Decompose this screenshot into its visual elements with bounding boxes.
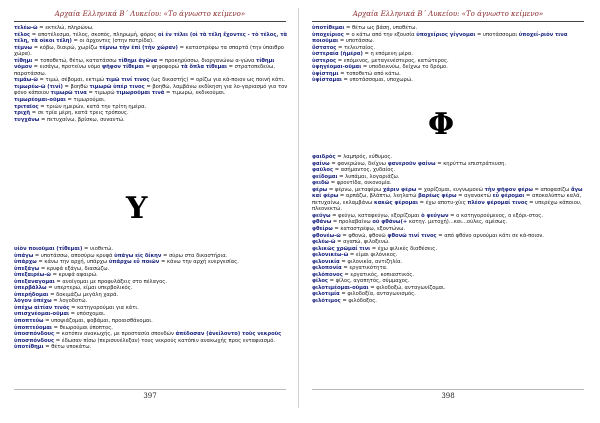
entry-definition: = τοποθετώ, θέτω, κατατάσσω (32, 57, 119, 64)
entry-definition: = κηρύττω επιστράτευση. (435, 160, 507, 167)
entry-headword: ὑπερβάλλω (14, 285, 47, 292)
entry-definition: = λυπάμαι, λογαριάζω. (337, 173, 400, 180)
entry-definition: = σε τρία μέρη, κατά τρεις τρόπους. (30, 110, 129, 117)
entry-headword: φειδώ (312, 180, 330, 187)
section-letter-phi: Φ (428, 107, 455, 142)
entry-headword: τέμνω (14, 44, 33, 51)
entry-headword: τέλος (14, 31, 31, 38)
entry-definition: = από φθόνο αρνούμαι κάτι σε κά-ποιον. (436, 232, 544, 239)
entry-definition: = προλαβαίνω (331, 219, 373, 226)
entry-definition: = φεύγω, καταφεύγω, εξορίζομαι (330, 212, 422, 219)
footer-rule-left (14, 389, 286, 390)
entry-headword: φιλότιμος (312, 298, 341, 305)
dictionary-entry (312, 298, 586, 305)
entry-definition: = κόβω, διαιρώ, χωρίζω (32, 44, 100, 51)
page-number-right: 398 (441, 392, 455, 400)
entry-headword: φθάνω (312, 219, 332, 226)
entry-definition: = η επόμενη μέρα. (362, 51, 413, 58)
entry-definition: = αποφασίζω (532, 186, 571, 193)
entry-headword: φαίνω (312, 160, 330, 167)
entry-definition: = κρυφά εξάγω, διασώζω. (39, 265, 110, 272)
entry-definition: = φανερώνω, δείχνω (329, 160, 388, 167)
entry-definition: = βοηθώ, λαμβάνω εκδίκηση για λο-γαριασμό για τον φόνο κάποιου (14, 83, 288, 97)
entry-definition: = θεωρούμαι ύποπτος. (51, 324, 113, 331)
entry-headword: ὑποτίθεμαι (312, 25, 345, 31)
entry-headword: φθονέω-ῶ (312, 232, 341, 239)
entry-headword: φιλονικία (312, 258, 340, 265)
entries-block-left-bottom (14, 246, 288, 351)
entry-definition: = οι άρχοντες (στην πατρίδα). (71, 38, 154, 45)
entry-headword: τιμωρῶ τινα (50, 90, 87, 97)
entry-headword: εὖ φέρομαι (492, 193, 525, 200)
entry-headword: τριταῖος (14, 103, 39, 110)
entry-headword: φθονῶ τινί τινος (387, 232, 437, 239)
entry-definition: = ο κατηγορούμενος, ο εξόρι-στος. (448, 212, 543, 219)
entry-definition: = κάνω την αρχή, υπάρχω (36, 259, 109, 266)
entry-headword: τὰ ὅπλα τίθεμαι (180, 64, 227, 71)
left-page (6, 6, 294, 416)
entry-definition: = χαρίζομαι, ευγνωμονώ (416, 186, 485, 193)
entry-definition: = φιλόδοξος. (340, 298, 377, 305)
entry-headword: ὑποσπόνδους (14, 331, 55, 338)
entry-definition: = υπερτερώ, είμαι υπερβολικός. (46, 285, 133, 292)
entry-definition: = κάνω την αρχή ευεργεσίας. (159, 259, 239, 266)
entry-headword: φεύγω (312, 212, 331, 219)
entry-headword: οἱ ἐν τέλει (οἱ τὰ τέλη ἔχοντες - τὸ τέλος, τὰ τέλη, τὰ οἰκοι τέλη) (14, 31, 288, 45)
right-page (304, 6, 592, 416)
entry-headword: τιμῶ τινί τινος (105, 77, 150, 84)
entry-headword: φιλοπονία (312, 265, 342, 272)
entry-headword: ὑφίσταμαι (312, 77, 342, 84)
header-rule-right (312, 21, 584, 22)
entry-definition: = τιμωρούμαι. (65, 97, 106, 104)
entry-headword: ὑφίστημι (312, 70, 339, 77)
entry-headword: ἄγω καὶ φέρω (312, 186, 583, 200)
entry-definition: = λογοδοτώ. (51, 298, 88, 305)
entry-headword: ὑστεραία (ἡμέρα) (312, 51, 363, 58)
entry-headword: τελέω-ῶ (14, 25, 38, 31)
dictionary-entry (312, 32, 586, 45)
entry-headword: φαῦλος (312, 167, 334, 174)
entry-definition: = τοποθετώ από κάτω. (338, 70, 401, 77)
entry-headword: πλέον φέρομαί τινος (467, 199, 528, 206)
entry-definition: = καταστρέφω τα σπαρτά (την ύπαιθρο χώρα). (14, 44, 284, 58)
entry-definition: = στρατοπεδεύω, παρατάσσω. (14, 64, 275, 77)
entry-headword: τυγχάνω (14, 116, 40, 123)
entry-definition: = έδωσαν πίσω (περισυνέλεξαν) τους νεκρούς κατόπιν ανακωχής προς ενταφιασμό. (54, 337, 276, 344)
entry-headword: τιμωρέομαι-οῦμαι (14, 97, 66, 104)
entry-headword: φίλος (312, 278, 329, 285)
entry-headword: ὑποχείριος γίγνομαι (416, 31, 476, 38)
entry-definition: = υποψιάζομαι, φοβάμαι, προαισθάνομαι. (43, 318, 153, 325)
entry-definition: = λαμπρός, εύθυμος. (335, 154, 393, 160)
entry-headword: ὑστερος (312, 57, 337, 64)
entry-definition: = φροντίδα, οικονομία. (329, 180, 392, 187)
entries-block-right-top (312, 25, 586, 84)
entry-definition: = ψηφοφορώ (143, 64, 181, 71)
entry-definition: = τελευταίος. (336, 44, 375, 51)
dictionary-entry (14, 84, 288, 97)
entry-headword: φιλόπονος (312, 271, 343, 278)
dictionary-entry (14, 58, 288, 78)
footer-rule-right (312, 389, 584, 390)
entry-definition: = είμαι φιλόνικος. (348, 252, 398, 259)
entry-definition: = εκτελώ, πληρώνω. (37, 25, 94, 31)
entry-definition: = αγανακτώ (456, 193, 493, 200)
entry-headword: ὑπεξαναγομαι (14, 278, 55, 285)
entry-definition: = φιλοδοξία, ανταγωνισμός. (339, 291, 416, 298)
entry-definition: = εισάγω, προτείνω νόμο (32, 64, 102, 71)
entry-definition: = υποτάσσομαι (475, 31, 519, 38)
entry-headword: ὁ φεύγων (421, 212, 449, 219)
entry-headword: ὑπάγω (14, 252, 34, 259)
entry-definition: = αποτέλεσμα, τέλος, σκοπός, πληρωμή, φόρος (30, 31, 159, 38)
entry-headword: ὑποτίθημι (14, 344, 44, 351)
entries-block-left-top (14, 25, 288, 123)
dictionary-entry (312, 77, 586, 84)
entry-headword: φιλοτιμέομαι-οῦμαι (312, 284, 369, 291)
entry-definition: = ασήμαντος, χυδαίος. (333, 167, 396, 174)
entry-headword: τιμάω-ῶ (14, 77, 38, 84)
entry-definition: = επόμενος, μεταγενέστερος, κατώτερος. (336, 57, 449, 64)
entry-definition: = θέτω ως βάση, υποθέτω. (344, 25, 418, 31)
entry-headword: τίθημι ἀγῶνα (118, 57, 158, 64)
entry-headword: τιμωρῶ ὑπέρ τινος (89, 83, 145, 90)
entry-definition: = βοηθώ (62, 83, 90, 90)
entry-headword: τριχῆ (14, 110, 31, 117)
entry-definition: = ο κάτω από την εξουσία (343, 31, 417, 38)
entry-definition: = τιμωρώ (86, 90, 117, 97)
entry-definition: = εργατικότητα. (341, 265, 388, 272)
entry-headword: ὑφηγέομαι-οῦμαι (312, 64, 362, 71)
entry-headword: ὑπάρχω εὖ ποιῶν (108, 259, 160, 266)
entry-definition: = υπερέχω κάποιου, πλεονεκτώ. (312, 199, 582, 213)
section-letter-upsilon: Υ (126, 191, 148, 226)
entry-definition: = αγαπώ, φιλοξενώ. (335, 239, 390, 246)
entry-headword: φθείρω (312, 226, 333, 233)
entries-block-right-bottom (312, 154, 586, 305)
entry-headword: φιλονικέω-ῶ (312, 252, 349, 259)
entry-headword: τίθημι (14, 57, 33, 64)
entry-definition: = φιλονικία, αντιζηλία. (339, 258, 403, 265)
entry-definition: = φθονώ, φθονῶ (340, 232, 388, 239)
entry-headword: τιμωρέω-ῶ (τινί) (14, 83, 63, 90)
entry-definition: (ως δικαστής) = ορίζω για κά-ποιον ως ποινή κάτι. (149, 77, 285, 84)
entry-headword: κακῶς φέρομαι (374, 199, 418, 206)
entry-definition: = υπόσχομαι. (69, 311, 106, 318)
entry-definition: = κρυφά αφαιρώ. (50, 272, 98, 279)
entry-headword: υπισχνέομαι-οῦμαι (14, 311, 70, 318)
entry-headword: χάριν φέρω (383, 186, 417, 193)
entry-headword: φιλικῶς χρῶμαί τινι (312, 245, 371, 252)
entry-headword: φιλοτιμία (312, 291, 340, 298)
entry-definition: = πετυχαίνω, βρίσκω, συναντώ. (39, 116, 125, 123)
entry-definition: = έχω αποτυ-χίες (418, 199, 468, 206)
entry-definition: = κατηγορούμαι για κάτι. (69, 304, 139, 311)
entry-headword: οὐ φθάνω(+ (372, 219, 408, 226)
entry-headword: φανεροῦν φαίνω (387, 160, 436, 167)
entry-headword: φιλέω-ῶ (312, 239, 336, 246)
entry-headword: ψῆφον τίθεμαι (102, 64, 144, 71)
running-head-right: Αρχαία Ελληνικά Β΄ Λυκείου: «Το άγνωστο κείμενο» (352, 10, 544, 18)
entry-headword: ὑπερήδομαι (14, 291, 49, 298)
entry-headword: ὑπεξαιρέω-ῶ (14, 272, 51, 279)
entry-definition: = υιοθετώ. (82, 246, 113, 252)
running-head-left: Αρχαία Ελληνικά Β΄ Λυκείου: «Το άγνωστο κείμενο» (54, 10, 246, 18)
dictionary-entry (14, 331, 288, 344)
entry-headword: τέμνω τὴν ἐπὶ (τὴν χώραν) (99, 44, 178, 51)
entry-definition: = ανοίγομαι με προφυλάξεις στο πέλαγος. (54, 278, 167, 285)
entry-definition: = τιμώ, σέβομαι, εκτιμώ (37, 77, 106, 84)
entry-headword: λόγον ὑπέχω (14, 298, 52, 305)
entry-definition: = σύρω στα δικαστήρια. (161, 252, 228, 259)
entry-definition: = θέτω υποκάτω. (43, 344, 92, 351)
entry-definition: = φέρνω, μεταφέρω (327, 186, 384, 193)
entry-headword: ὑποπτεύομαι (14, 324, 52, 331)
entry-definition: = αρπάζω, βλάπτω, λεηλατώ (338, 193, 419, 200)
entry-definition: = έχω φιλικές διαθέσεις. (370, 245, 437, 252)
entry-headword: ὑποχεί-ριόν τινα ποιοῦμαι (312, 31, 568, 45)
entry-headword: ὑπεξάγω (14, 265, 40, 272)
entry-definition: = φιλοδοξώ, ανταγωνίζομαι. (368, 284, 446, 291)
entry-headword: ὑποπτεύω (14, 318, 44, 325)
entry-definition: = εργατικός, κοπιαστικός. (342, 271, 415, 278)
dictionary-entry (14, 344, 288, 351)
entry-headword: φαιδρός (312, 154, 336, 160)
entry-definition: = υποτάσσομαι, υποχωρώ. (341, 77, 413, 84)
entry-definition: = καταστρέφω, εξοντώνω. (332, 226, 406, 233)
entry-definition: = προκηρύσσω, διοργανώνω α-γώνα (157, 57, 257, 64)
entry-headword: ὑπέχω αἰτίαν τινός (14, 304, 70, 311)
dictionary-entry (14, 45, 288, 58)
entry-headword: βαρέως φέρω (418, 193, 457, 200)
entry-headword: ἀπέδοσαν (ἀνείλοντο) τοὺς νεκροὺς ὑποσπόνδους (14, 331, 282, 344)
dictionary-entry (14, 32, 288, 45)
entry-headword: φέρω (312, 186, 328, 193)
entry-headword: ὑποχείριος (312, 31, 344, 38)
entry-definition: = τιμωρώ, εκδικούμαι. (164, 90, 226, 97)
entry-headword: υἱὸν ποιοῦμαι (τίθεμαι) (14, 246, 83, 252)
page-gutter (298, 8, 299, 408)
entry-definition: = δοκιμάζω μεγάλη χαρά. (48, 291, 119, 298)
entry-headword: ὕστατος (312, 44, 337, 51)
page-number-left: 397 (143, 392, 157, 400)
entry-headword: ὑπάγω εἰς δίκην (114, 252, 162, 259)
entry-headword: ὑπάρχω (14, 259, 37, 266)
entry-definition: = υποδεικνύω, δείχνω το δρόμο. (361, 64, 448, 71)
dictionary-entry (312, 187, 586, 213)
dictionary-entry (14, 117, 288, 124)
header-rule-left (14, 21, 286, 22)
entry-definition: = τριών ημερών, κατά την τρίτη ημέρα. (38, 103, 147, 110)
entry-definition: κατηγ. μετοχή)...και...ούλες, αμέσως. (407, 219, 508, 226)
entry-headword: τὴν ψῆφον φέρω (484, 186, 533, 193)
entry-definition: = υποτάσσω, αποσύρω κρυφά (33, 252, 115, 259)
entry-definition: = φίλος, αγαπητός, σύμμαχος. (328, 278, 410, 285)
entry-headword: τίθημι νόμον (14, 57, 275, 71)
entry-definition: = υποτάσσω. (338, 38, 375, 45)
entry-definition: = κατόπιν ανακωχής, με προστασία σπονδών (54, 331, 176, 338)
entry-headword: φείδομαι (312, 173, 338, 180)
entry-headword: τιμωροῦμαι τινά (116, 90, 165, 97)
entry-definition: = αποκαλύπτω καλά, πετυχαίνω, εκλαμβάνω (312, 193, 582, 206)
